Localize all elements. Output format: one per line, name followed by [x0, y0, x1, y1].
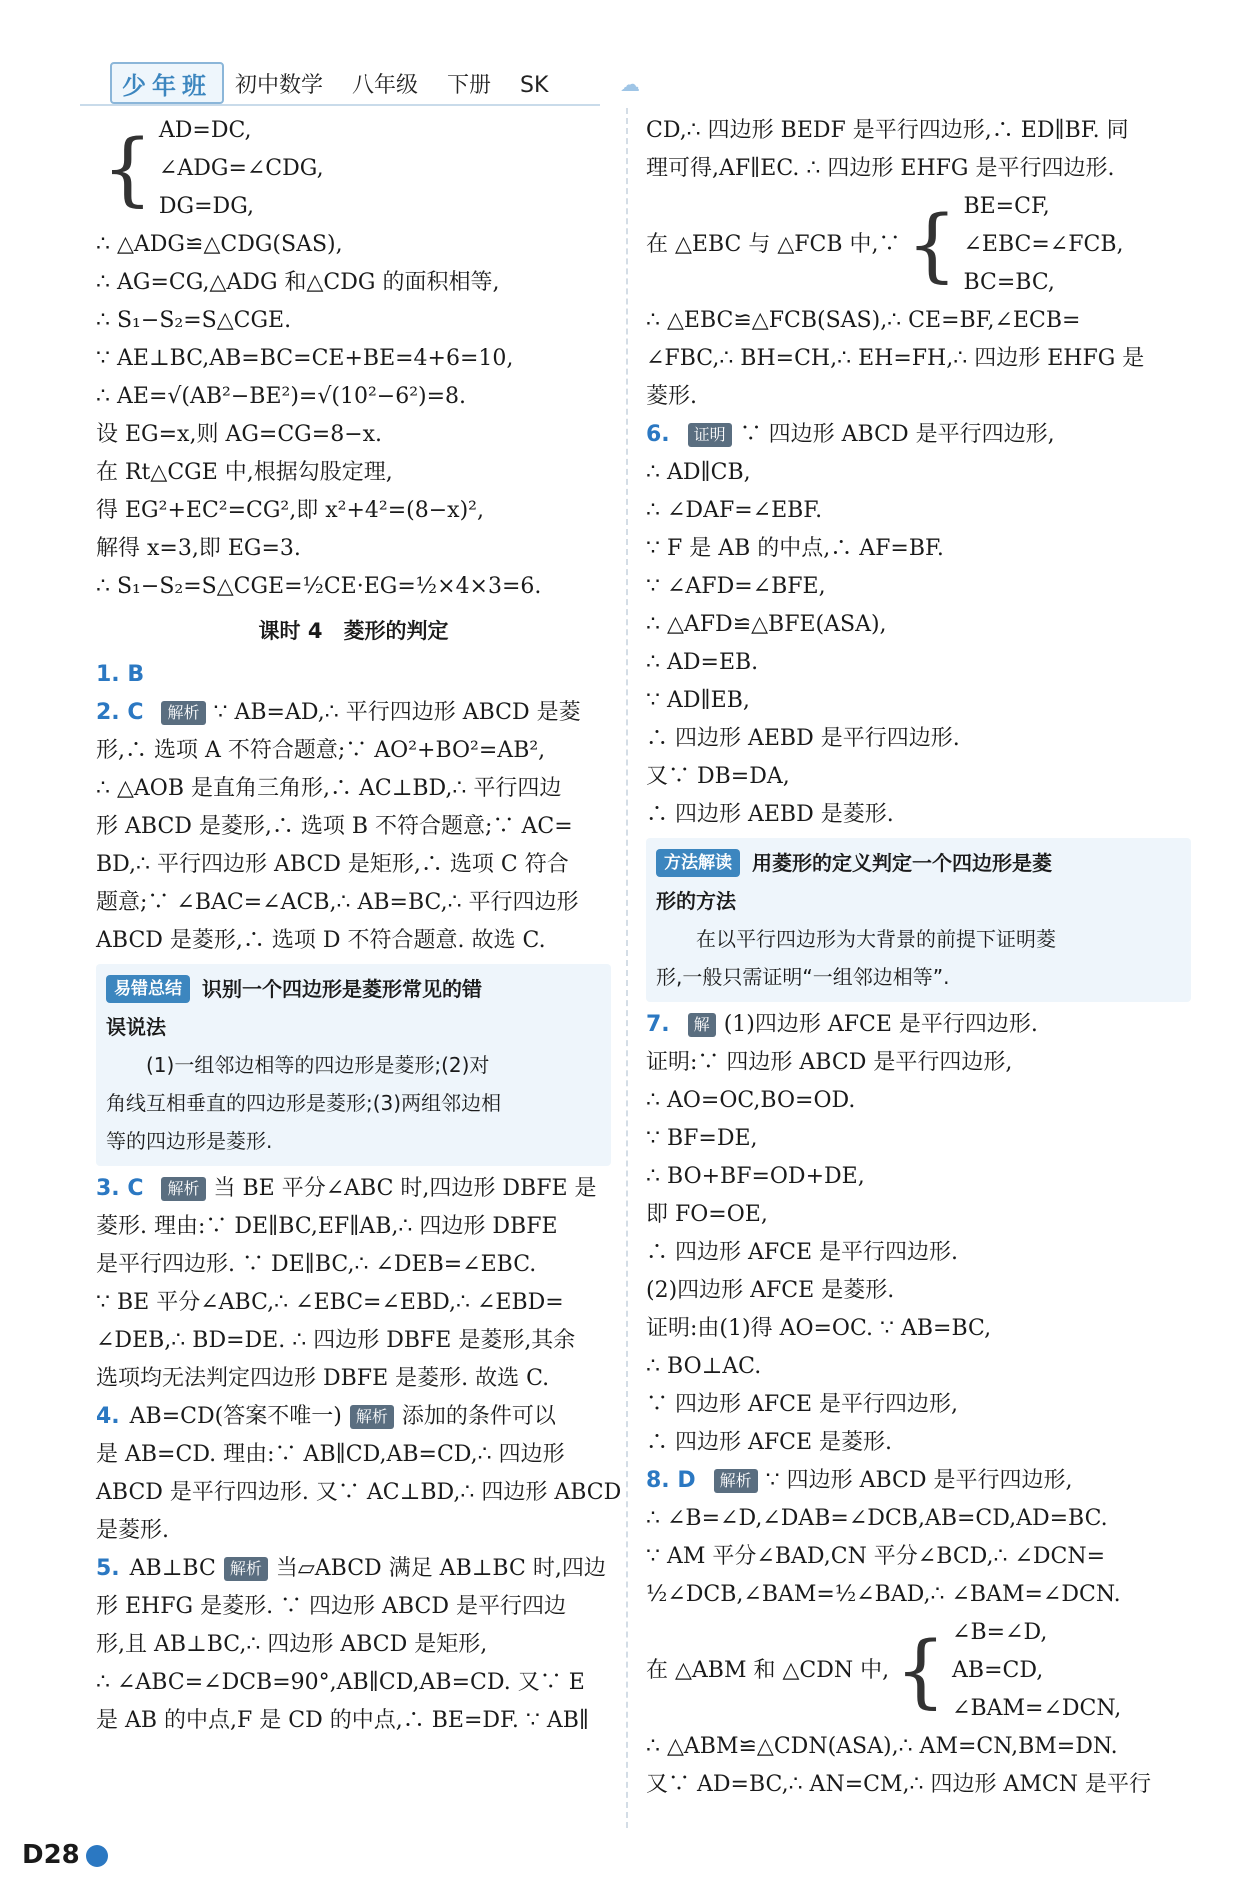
brace-line: ∠ADG=∠CDG, — [158, 156, 324, 181]
text-line: ∵ 四边形 ABCD 是平行四边形, — [739, 422, 1055, 447]
question-4 — [96, 1398, 622, 1550]
question-number: 3. C — [96, 1176, 144, 1201]
question-2 — [96, 694, 611, 960]
text-line: 题意;∵ ∠BAC=∠ACB,∴ AB=BC,∴ 平行四边形 — [96, 890, 579, 915]
text-line: ∴ S₁−S₂=S△CGE=½CE·EG=½×4×3=6. — [96, 574, 542, 599]
text-line: ∴ ∠B=∠D,∠DAB=∠DCB,AB=CD,AD=BC. — [646, 1506, 1108, 1531]
text-line: ∴ △ADG≌△CDG(SAS), — [96, 232, 343, 257]
text-line: ∵ 四边形 AFCE 是平行四边形, — [646, 1392, 959, 1417]
text-line: 形 ABCD 是菱形,∴ 选项 B 不符合题意;∵ AC= — [96, 814, 573, 839]
text-line: ∵ BF=DE, — [646, 1126, 758, 1151]
text-line: 理可得,AF∥EC. ∴ 四边形 EHFG 是平行四边形. — [646, 156, 1115, 181]
text-line: 菱形. 理由:∵ DE∥BC,EF∥AB,∴ 四边形 DBFE — [96, 1214, 558, 1239]
tip-title: 误说法 — [106, 1015, 166, 1039]
question-number: 4. — [96, 1404, 120, 1429]
tip-body: 等的四边形是菱形. — [106, 1129, 273, 1153]
question-3 — [96, 1170, 611, 1398]
text-line: 形,且 AB⊥BC,∴ 四边形 ABCD 是矩形, — [96, 1632, 488, 1657]
edition-label: SK — [520, 73, 549, 98]
text-line: CD,∴ 四边形 BEDF 是平行四边形,∴ ED∥BF. 同 — [646, 118, 1129, 143]
text-line: ∵ 四边形 ABCD 是平行四边形, — [765, 1468, 1073, 1493]
brace-line: ∠B=∠D, — [952, 1620, 1048, 1645]
tip-label: 方法解读 — [656, 849, 740, 877]
text-line: 是平行四边形. ∵ DE∥BC,∴ ∠DEB=∠EBC. — [96, 1252, 537, 1277]
text-line: ∴ △AFD≌△BFE(ASA), — [646, 612, 887, 637]
brace-line: BC=BC, — [963, 270, 1055, 295]
question-number: 1. B — [96, 662, 145, 687]
text-line: ∠DEB,∴ BD=DE. ∴ 四边形 DBFE 是菱形,其余 — [96, 1328, 576, 1353]
proof-tag: 证明 — [688, 423, 732, 447]
text-line: ∴ △AOB 是直角三角形,∴ AC⊥BD,∴ 平行四边 — [96, 776, 562, 801]
text-line: ∵ F 是 AB 的中点,∴ AF=BF. — [646, 536, 944, 561]
text-line: ∴ AO=OC,BO=OD. — [646, 1088, 856, 1113]
brace-line: ∠EBC=∠FCB, — [963, 232, 1124, 257]
tip-body: (1)一组邻边相等的四边形是菱形;(2)对 — [146, 1053, 490, 1077]
book-info — [235, 68, 570, 99]
text-line: ABCD 是平行四边形. 又∵ AC⊥BD,∴ 四边形 ABCD — [96, 1480, 622, 1505]
text-line: 在 △EBC 与 △FCB 中,∵ — [646, 232, 901, 257]
analysis-tag: 解析 — [350, 1405, 394, 1429]
tip-body: 角线互相垂直的四边形是菱形;(3)两组邻边相 — [106, 1091, 502, 1115]
text-line: ∵ AB=AD,∴ 平行四边形 ABCD 是菱 — [213, 700, 581, 725]
question-5 — [96, 1550, 611, 1740]
text-line: 当▱ABCD 满足 AB⊥BC 时,四边 — [275, 1556, 606, 1581]
text-line: ∴ AD∥CB, — [646, 460, 751, 485]
answer-text: AB⊥BC — [129, 1556, 216, 1581]
brace-line: ∠BAM=∠DCN, — [952, 1696, 1122, 1721]
brace-icon: { — [906, 198, 958, 291]
decoration-icon: ☁ — [620, 72, 640, 96]
text-line: ∴ △EBC≌△FCB(SAS),∴ CE=BF,∠ECB= — [646, 308, 1081, 333]
brace-line: AD=DC, — [158, 118, 252, 143]
method-box — [646, 838, 1191, 1002]
brace-icon: { — [102, 122, 153, 215]
text-line: ∴ 四边形 AFCE 是平行四边形. — [646, 1240, 959, 1265]
text-line: 又∵ AD=BC,∴ AN=CM,∴ 四边形 AMCN 是平行 — [646, 1772, 1151, 1797]
text-line: ∴ AD=EB. — [646, 650, 759, 675]
section-title: 课时 4 菱形的判定 — [258, 619, 449, 643]
page-number-text: D28 — [22, 1840, 80, 1870]
subject-label: 初中数学 — [235, 73, 324, 98]
volume-label: 下册 — [447, 73, 492, 98]
question-7 — [646, 1006, 1191, 1462]
text-line: 证明:∵ 四边形 ABCD 是平行四边形, — [646, 1050, 1013, 1075]
brace-line: AB=CD, — [952, 1658, 1044, 1683]
condition-brace — [96, 112, 611, 226]
question-number: 7. — [646, 1012, 670, 1037]
text-line: ∴ 四边形 AFCE 是菱形. — [646, 1430, 893, 1455]
text-line: 是菱形. — [96, 1518, 169, 1543]
text-line: ∵ BE 平分∠ABC,∴ ∠EBC=∠EBD,∴ ∠EBD= — [96, 1290, 564, 1315]
tip-title: 识别一个四边形是菱形常见的错 — [202, 977, 482, 1001]
text-line: BD,∴ 平行四边形 ABCD 是矩形,∴ 选项 C 符合 — [96, 852, 569, 877]
brace-icon: { — [895, 1624, 947, 1717]
text-line: ∴ 四边形 AEBD 是菱形. — [646, 802, 894, 827]
tip-label: 易错总结 — [106, 975, 190, 1003]
question-number: 5. — [96, 1556, 120, 1581]
text-line: ∴ BO+BF=OD+DE, — [646, 1164, 865, 1189]
text-line: ∵ AD∥EB, — [646, 688, 750, 713]
text-line: ∴ AE=√(AB²−BE²)=√(10²−6²)=8. — [96, 384, 467, 409]
condition-brace — [646, 1614, 1191, 1728]
text-line: ∵ ∠AFD=∠BFE, — [646, 574, 826, 599]
text-line: (2)四边形 AFCE 是菱形. — [646, 1278, 895, 1303]
solution-continuation — [96, 226, 611, 606]
brace-line: DG=DG, — [158, 194, 254, 219]
text-line: 是 AB=CD. 理由:∵ AB∥CD,AB=CD,∴ 四边形 — [96, 1442, 565, 1467]
text-line: ∴ AG=CG,△ADG 和△CDG 的面积相等, — [96, 270, 500, 295]
header-rule — [80, 104, 600, 106]
text-line: (1)四边形 AFCE 是平行四边形. — [723, 1012, 1038, 1037]
page-dot-icon — [86, 1845, 108, 1867]
question-number: 6. — [646, 422, 670, 447]
text-line: ∴ S₁−S₂=S△CGE. — [96, 308, 292, 333]
text-line: 形,∴ 选项 A 不符合题意;∵ AO²+BO²=AB², — [96, 738, 546, 763]
text-line: ∴ ∠DAF=∠EBF. — [646, 498, 823, 523]
analysis-tag: 解析 — [714, 1469, 758, 1493]
page-header — [80, 62, 1200, 106]
text-line: ½∠DCB,∠BAM=½∠BAD,∴ ∠BAM=∠DCN. — [646, 1582, 1121, 1607]
tip-title: 形的方法 — [656, 889, 736, 913]
text-line: 是 AB 的中点,F 是 CD 的中点,∴ BE=DF. ∵ AB∥ — [96, 1708, 590, 1733]
analysis-tag: 解析 — [224, 1557, 268, 1581]
text-line: 设 EG=x,则 AG=CG=8−x. — [96, 422, 383, 447]
text-line: 证明:由(1)得 AO=OC. ∵ AB=BC, — [646, 1316, 992, 1341]
condition-brace — [646, 188, 1191, 302]
error-summary-box — [96, 964, 611, 1166]
text-line: ∴ BO⊥AC. — [646, 1354, 762, 1379]
text-line: 又∵ DB=DA, — [646, 764, 790, 789]
text-line: ∵ AM 平分∠BAD,CN 平分∠BCD,∴ ∠DCN= — [646, 1544, 1106, 1569]
left-column — [96, 112, 622, 1740]
text-line: 在 △ABM 和 △CDN 中, — [646, 1658, 890, 1683]
brace-line: BE=CF, — [963, 194, 1050, 219]
question-6 — [646, 416, 1191, 834]
text-line: 在 Rt△CGE 中,根据勾股定理, — [96, 460, 393, 485]
text-line: ∵ AE⊥BC,AB=BC=CE+BE=4+6=10, — [96, 346, 514, 371]
text-line: 当 BE 平分∠ABC 时,四边形 DBFE 是 — [213, 1176, 597, 1201]
solution-tag: 解 — [688, 1013, 716, 1037]
tip-body: 在以平行四边形为大背景的前提下证明菱 — [696, 927, 1056, 951]
text-line: 即 FO=OE, — [646, 1202, 768, 1227]
text-line: 菱形. — [646, 384, 697, 409]
question-number: 2. C — [96, 700, 144, 725]
analysis-tag: 解析 — [161, 701, 205, 725]
column-divider — [626, 108, 628, 1828]
text-line: ∠FBC,∴ BH=CH,∴ EH=FH,∴ 四边形 EHFG 是 — [646, 346, 1145, 371]
brand-logo: 少年班 — [110, 62, 224, 104]
right-column — [646, 112, 1191, 1804]
grade-label: 八年级 — [352, 73, 419, 98]
answer-text: AB=CD(答案不唯一) — [129, 1404, 342, 1429]
text-line: ∴ ∠ABC=∠DCB=90°,AB∥CD,AB=CD. 又∵ E — [96, 1670, 585, 1695]
text-line: ∴ △ABM≌△CDN(ASA),∴ AM=CN,BM=DN. — [646, 1734, 1118, 1759]
tip-title: 用菱形的定义判定一个四边形是菱 — [752, 851, 1052, 875]
text-line: 解得 x=3,即 EG=3. — [96, 536, 301, 561]
text-line: 添加的条件可以 — [401, 1404, 556, 1429]
text-line: 选项均无法判定四边形 DBFE 是菱形. 故选 C. — [96, 1366, 550, 1391]
question-8 — [646, 1462, 1191, 1804]
question-number: 8. D — [646, 1468, 696, 1493]
text-line: ABCD 是菱形,∴ 选项 D 不符合题意. 故选 C. — [96, 928, 546, 953]
tip-body: 形,一般只需证明“一组邻边相等”. — [656, 965, 950, 989]
question-1 — [96, 656, 611, 694]
analysis-tag: 解析 — [161, 1177, 205, 1201]
text-line: 得 EG²+EC²=CG²,即 x²+4²=(8−x)², — [96, 498, 484, 523]
text-line: 形 EHFG 是菱形. ∵ 四边形 ABCD 是平行四边 — [96, 1594, 566, 1619]
page-number — [22, 1840, 108, 1870]
text-line: ∴ 四边形 AEBD 是平行四边形. — [646, 726, 960, 751]
